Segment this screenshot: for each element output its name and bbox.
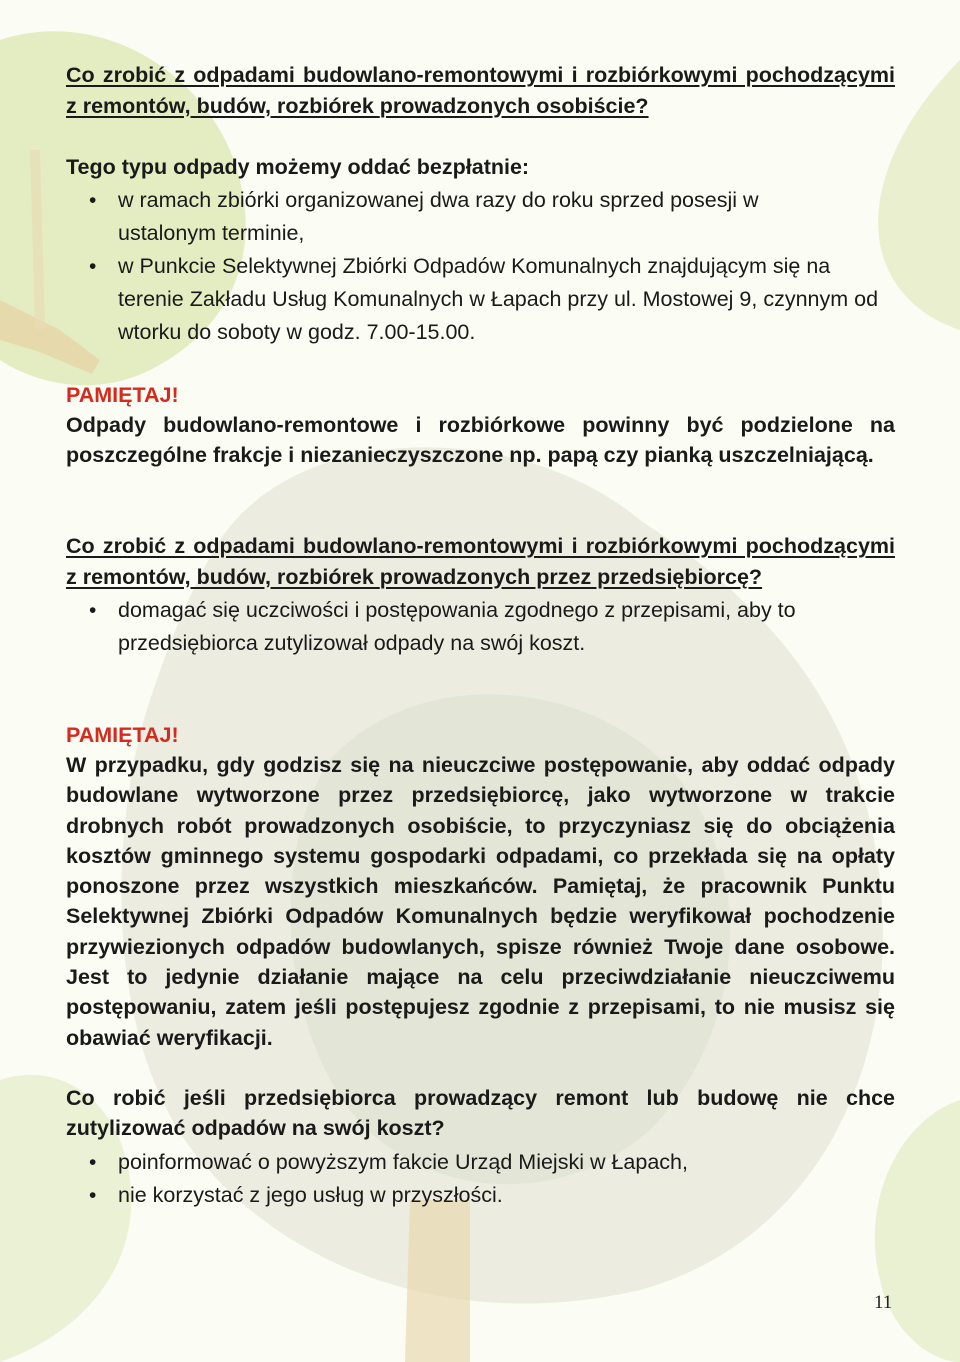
question-text: Co zrobić z odpadami budowlano-remontowymi i rozbiórkowymi pochodzącymi z remontów, budów, rozbiórek (66, 63, 895, 118)
warning-text: W przypadku, gdy godzisz się na nieuczciwe postępowanie, aby oddać odpady budowlane wytworzone przez przedsiębiorcę, jako wytworzone w trakcie drobnych robót prowadzonych osobiście, to przyczyniasz się do obciążenia kosztów gminnego systemu gospodarki odpadami, co przekłada się na opłaty ponoszone przez wszystkich mieszkańców. Pamiętaj, że pracownik Punktu Selektywnej Zbiórki Odpadów Komunalnych będzie weryfikował pochodzenie przywiezionych odpadów budowlanych, spisze również Twoje dane osobowe. Jest to jedynie działanie mające na celu przeciwdziałanie nieuczciwemu postępowaniu, zatem jeśli postępujesz zgodnie z przepisami, to nie musisz się obawiać weryfikacji. (66, 753, 895, 1050)
section-contractor-works (66, 531, 895, 660)
question-heading-own-works (66, 60, 895, 121)
question-heading-contractor (66, 531, 895, 592)
warning-label: PAMIĘTAJ! (66, 383, 179, 407)
question-underlined-text: prowadzonych przez przedsiębiorcę? (379, 564, 763, 589)
bullet-icon: • (89, 1183, 97, 1207)
list-item-text: poinformować o powyższym fakcie Urząd Miejski w Łapach, (118, 1149, 688, 1174)
question-text: Co zrobić z odpadami budowlano-remontowymi i rozbiórkowymi pochodzącymi z remontów, budów, rozbiórek (66, 534, 895, 589)
reminder-box-1 (66, 380, 895, 471)
list-item-text: w Punkcie Selektywnej Zbiórki Odpadów Komunalnych znajdującym się na terenie Zakładu Usług Komunalnych w Łapach przy ul. Mostowej 9, czynnym od wtorku do soboty w godz. 7.00-15.00. (118, 254, 879, 344)
section-own-works (66, 60, 895, 121)
list-item (66, 1179, 895, 1212)
list-item (66, 184, 895, 250)
list-item (66, 250, 895, 349)
lead-text: Tego typu odpady możemy oddać bezpłatnie: (66, 155, 530, 179)
question-heading-refuses: Co robić jeśli przedsiębiorca prowadzący remont lub budowę nie chce zutylizować odpadów na swój koszt? (66, 1086, 895, 1141)
bullet-list (66, 594, 895, 660)
bullet-list (66, 184, 895, 349)
list-item-text: domagać się uczciwości i postępowania zgodnego z przepisami, aby to przedsiębiorca zutylizował odpady na swój koszt. (118, 598, 796, 655)
list-item (66, 1146, 895, 1179)
list-item-text: nie korzystać z jego usług w przyszłości. (118, 1182, 503, 1207)
bullet-icon: • (89, 1150, 97, 1174)
free-disposal-list (66, 151, 895, 349)
bullet-icon: • (89, 255, 97, 278)
reminder-box-2 (66, 720, 895, 1053)
list-item (66, 594, 895, 660)
list-item-text: w ramach zbiórki organizowanej dwa razy do roku sprzed posesji w ustalonym terminie, (118, 188, 759, 245)
bullet-list (66, 1146, 895, 1212)
warning-label: PAMIĘTAJ! (66, 723, 179, 747)
warning-text: Odpady budowlano-remontowe i rozbiórkowe powinny być podzielone na poszczególne frakcje i niezanieczyszczone np. papą czy pianką uszczelniającą. (66, 413, 895, 468)
bullet-icon: • (89, 189, 97, 212)
question-underlined-text: prowadzonych osobiście? (379, 93, 649, 118)
page-number: 11 (874, 1292, 893, 1313)
bullet-icon: • (89, 599, 97, 622)
section-contractor-refuses (66, 1083, 895, 1212)
